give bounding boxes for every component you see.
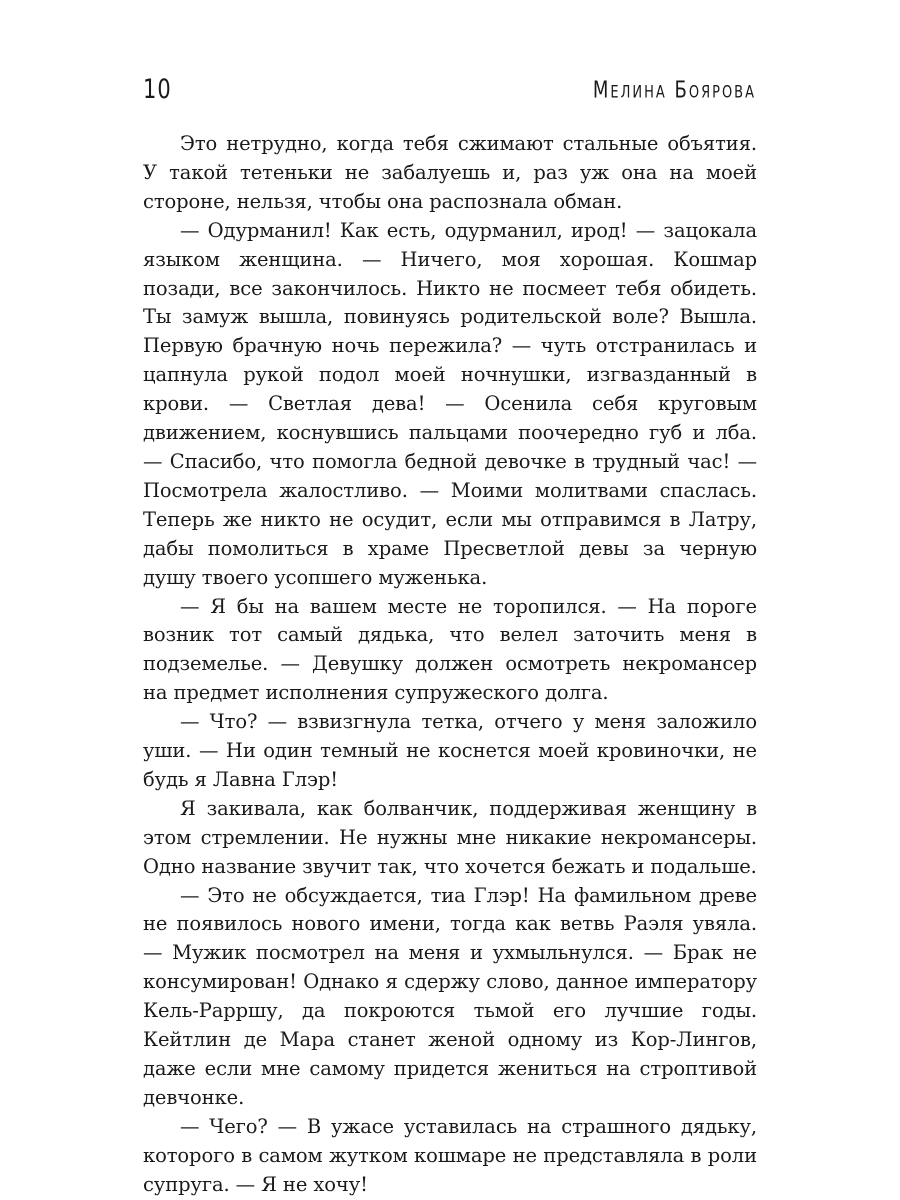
- page-number: 10: [143, 74, 172, 104]
- paragraph: — Одурманил! Как есть, одурманил, ирод! — зацокала языком женщина. — Ничего, моя хорошая. Кошмар позади, все закончилось. Никто не посмеет тебя обидеть. Ты замуж вышла, повинуясь родительской воле? Вышла. Первую брачную ночь пережила? — чуть отстранилась и цапнула рукой подол моей ночнушки, изгвазданный в крови. — Светлая дева! — Осенила себя круговым движением, коснувшись пальцами поочередно губ и лба. — Спасибо, что помогла бедной девочке в трудный час! — Посмотрела жалостливо. — Моими молитвами спаслась. Теперь же никто не осудит, если мы отправимся в Латру, дабы помолиться в храме Пресветлой девы за черную душу твоего усопшего муженька.: [143, 218, 757, 589]
- running-header: [143, 74, 756, 120]
- author-name: Мелина Боярова: [592, 76, 756, 104]
- paragraph: Я закивала, как болванчик, поддерживая женщину в этом стремлении. Не нужны мне никакие некромансеры. Одно название звучит так, что хочется бежать и подальше.: [143, 796, 757, 878]
- paragraph: Это нетрудно, когда тебя сжимают стальные объятия. У такой тетеньки не забалуешь и, раз уж она на моей стороне, нельзя, чтобы она распознала обман.: [143, 132, 757, 213]
- body-text: [143, 130, 757, 1200]
- paragraph: — Чего? — В ужасе уставилась на страшного дядьку, которого в самом жутком кошмаре не представляла в роли супруга. — Я не хочу!: [143, 1114, 757, 1196]
- paragraph: — Это не обсуждается, тиа Глэр! На фамильном древе не появилось нового имени, тогда как ветвь Раэля увяла. — Мужик посмотрел на меня и ухмыльнулся. — Брак не консумирован! Однако я сдержу слово, данное императору Кель-Рарршу, да покроются тьмой его лучшие годы. Кейтлин де Мара станет женой одному из Кор-Лингов, даже если мне самому придется жениться на строптивой девчонке.: [143, 883, 757, 1109]
- paragraph: — Я бы на вашем месте не торопился. — На пороге возник тот самый дядька, что велел заточить меня в подземелье. — Девушку должен осмотреть некромансер на предмет исполнения супружеского долга.: [143, 594, 757, 705]
- paragraph: — Что? — взвизгнула тетка, отчего у меня заложило уши. — Ни один темный не коснется моей кровиночки, не будь я Лавна Глэр!: [143, 710, 757, 791]
